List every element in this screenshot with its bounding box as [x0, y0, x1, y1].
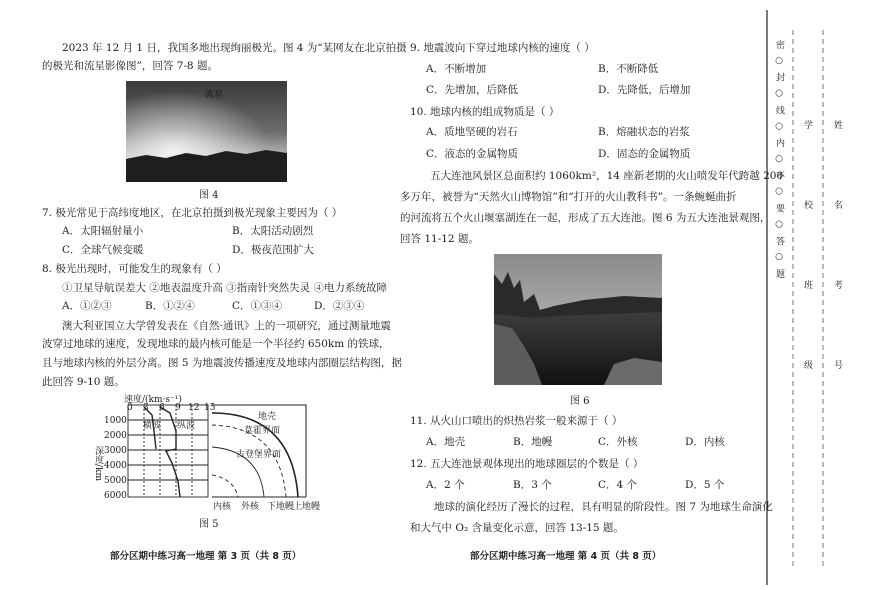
student-field-label: 考: [832, 280, 842, 291]
p-wave-label: 纵波: [177, 421, 196, 431]
q9-option-b: B．不断降低: [598, 63, 659, 75]
page-3: [0, 0, 407, 590]
binding-margin: [765, 0, 870, 590]
depth-tick: 3000: [104, 446, 127, 456]
question-12-stem: 12. 五大连池景观体现出的地球圈层的个数是（ ）: [410, 458, 644, 470]
q9-option-d: D．先降低，后增加: [598, 84, 691, 96]
gutenberg-label: 古登堡界面: [236, 450, 282, 460]
lower-mantle-label: 下地幔: [267, 502, 295, 512]
seal-line-text: 密 ○ 封 ○ 线 ○ 内 ○ 不 ○ 要 ○ 答 ○ 题: [774, 40, 784, 281]
q12-option-d: D．5 个: [685, 479, 725, 491]
velocity-tick: 0: [127, 403, 133, 413]
s-wave-label: 横波: [143, 421, 162, 431]
q12-option-a: A．2 个: [426, 479, 465, 491]
q10-option-a: A．质地坚硬的岩石: [426, 126, 518, 138]
question-11-stem: 11. 从火山口喷出的炽热岩浆一般来源于（ ）: [410, 415, 623, 427]
passage-text: 的河流将五个火山堰塞湖连在一起，形成了五大连池。图 6 为五大连池景观图，: [400, 212, 771, 224]
q10-option-b: B．熔融状态的岩浆: [598, 126, 690, 138]
depth-tick: 1000: [104, 416, 127, 426]
q8-option-b: B．①②④: [145, 300, 195, 312]
moho-label: 莫霍界面: [244, 426, 281, 436]
question-10-stem: 10. 地球内核的组成物质是（ ）: [410, 106, 560, 118]
q7-option-b: B．太阳活动剧烈: [232, 225, 314, 237]
q11-option-d: D．内核: [685, 436, 725, 448]
velocity-tick: 15: [204, 403, 216, 413]
student-field-label: 号: [832, 360, 842, 371]
velocity-tick: 3: [143, 403, 149, 413]
q12-option-b: B．3 个: [513, 479, 552, 491]
passage-text: 多万年，被誉为“天然火山博物馆”和“打开的火山教科书”。一条蜿蜒曲折: [400, 191, 737, 203]
upper-mantle-label: 上地幔: [293, 502, 321, 512]
q7-option-a: A．太阳辐射量小: [62, 225, 144, 237]
intro-text: 的极光和流星影像图”，回答 7-8 题。: [42, 60, 218, 72]
passage-text: 波穿过地球的速度，发现地球的最内核可能是一个半径约 650km 的铁球，: [42, 338, 390, 350]
depth-tick: 2000: [104, 431, 127, 441]
q9-option-c: C．先增加，后降低: [426, 84, 519, 96]
velocity-tick: 6: [159, 403, 165, 413]
depth-axis-label: 深度/km: [93, 446, 103, 482]
passage-text: 澳大利亚国立大学曾发表在《自然·通讯》上的一项研究，通过测量地震: [62, 320, 391, 332]
passage-text: 且与地球内核的外层分离。图 5 为地震波传播速度及地球内部圈层结构图，据: [42, 357, 402, 369]
student-field-label: 级: [802, 360, 812, 371]
velocity-tick: 12: [188, 403, 200, 413]
velocity-tick: 9: [175, 403, 181, 413]
student-field-label: 校: [802, 200, 812, 211]
passage-text: 地球的演化经历了漫长的过程，具有明显的阶段性。图 7 为地球生命演化: [434, 501, 773, 513]
q11-option-a: A．地壳: [426, 436, 466, 448]
student-field-label: 班: [802, 280, 812, 291]
q11-option-b: B．地幔: [513, 436, 553, 448]
velocity-axis-label: 速度/(km·s⁻¹): [124, 395, 182, 405]
inner-core-label: 内核: [213, 502, 232, 512]
q8-option-a: A．①②③: [62, 300, 112, 312]
q9-option-a: A．不断增加: [426, 63, 487, 75]
page-footer: 部分区期中练习高一地理 第 3 页（共 8 页）: [110, 551, 302, 562]
depth-tick: 6000: [104, 491, 127, 501]
student-field-label: 姓: [832, 120, 842, 131]
q8-items: ①卫星导航误差大 ②地表温度升高 ③指南针突然失灵 ④电力系统故障: [62, 282, 388, 294]
depth-tick: 4000: [104, 461, 127, 471]
q10-option-c: C．液态的金属物质: [426, 148, 519, 160]
q10-option-d: D．固态的金属物质: [598, 148, 691, 160]
passage-text: 五大连池风景区总面积约 1060km²，14 座新老期的火山喷发年代跨越 200: [430, 170, 784, 182]
question-9-stem: 9. 地震波向下穿过地球内核的速度（ ）: [410, 42, 595, 54]
figure-caption: 图 4: [199, 190, 219, 201]
outer-core-label: 外核: [241, 502, 260, 512]
intro-text: 2023 年 12 月 1 日，我国多地出现绚丽极光。图 4 为“某网友在北京拍摄: [62, 42, 407, 54]
passage-text: 此回答 9-10 题。: [42, 376, 125, 388]
depth-tick: 5000: [104, 476, 127, 486]
page-footer: 部分区期中练习高一地理 第 4 页（共 8 页）: [470, 551, 662, 562]
figure-caption: 图 5: [199, 519, 219, 530]
figure-caption: 图 6: [570, 396, 590, 407]
question-8-stem: 8. 极光出现时，可能发生的现象有（ ）: [42, 263, 227, 275]
q12-option-c: C．4 个: [598, 479, 638, 491]
question-7-stem: 7. 极光常见于高纬度地区，在北京拍摄到极光现象主要因为（ ）: [42, 207, 343, 219]
crust-label: 地壳: [258, 412, 277, 422]
passage-text: 和大气中 O₂ 含量变化示意，回答 13-15 题。: [410, 522, 624, 534]
student-field-label: 名: [832, 200, 842, 211]
student-field-label: 学: [802, 120, 812, 131]
q11-option-c: C．外核: [598, 436, 638, 448]
meteor-label: 流星: [205, 90, 224, 100]
q8-option-d: D．②③④: [314, 300, 365, 312]
q7-option-d: D．极夜范围扩大: [232, 244, 314, 256]
wudalianchi-photo: [494, 254, 662, 385]
q8-option-c: C．①③④: [232, 300, 283, 312]
q7-option-c: C．全球气候变暖: [62, 244, 144, 256]
passage-text: 回答 11-12 题。: [400, 233, 479, 245]
